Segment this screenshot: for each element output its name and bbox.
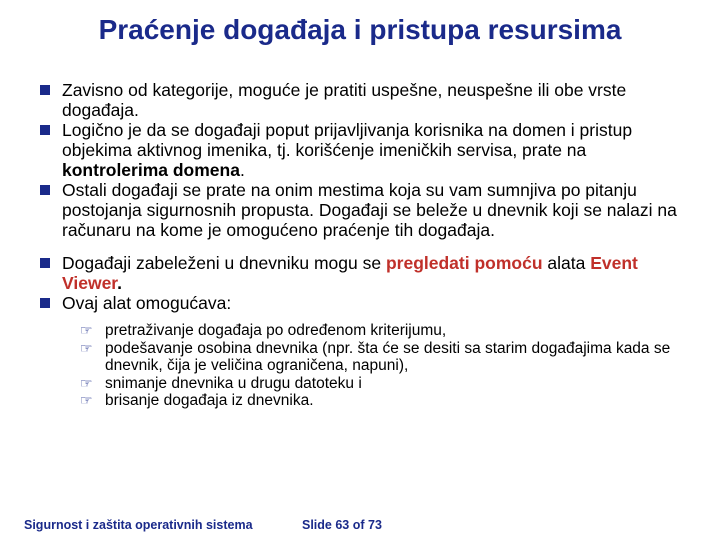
footer-course-title: Sigurnost i zaštita operativnih sistema [24, 518, 253, 532]
square-bullet-icon [40, 298, 50, 308]
sub-bullet-text: pretraživanje događaja po određenom kriterijumu, [105, 322, 447, 339]
bullet-text: Događaji zabeleženi u dnevniku mogu se [62, 253, 386, 273]
sub-bullet-item [80, 322, 680, 340]
bullet-item [40, 293, 680, 313]
sub-bullet-item [80, 392, 680, 410]
bullet-emphasis-text: Event Viewer [62, 253, 638, 293]
sub-bullet-list [40, 322, 680, 410]
sub-bullet-text: snimanje dnevnika u drugu datoteku i [105, 374, 362, 392]
pointing-hand-icon: ☞ [80, 374, 93, 391]
sub-bullet-text: podešavanje osobina dnevnika (npr. šta će se desiti sa starim događajima kada se dnevnik, čija je veličina ograničena, napuni), [105, 339, 671, 374]
bullet-text: . [239, 160, 245, 180]
bullet-bold-text: kontrolerima domena [62, 160, 240, 180]
bullet-list [40, 80, 680, 410]
bullet-text: Zavisno od kategorije, moguće je pratiti uspešne, neuspešne ili obe vrste događaja. [62, 80, 627, 120]
square-bullet-icon [40, 125, 50, 135]
bullet-text: Ostali događaji se prate na onim mestima koja su vam sumnjiva po pitanju postojanja sigurnosnih propusta. Događaji se beleže u dnevnik koji se nalazi na računaru na kome je omogućeno praćenje tih događaja. [62, 180, 677, 240]
bullet-text: Ovaj alat omogućava: [62, 293, 232, 313]
square-bullet-icon [40, 258, 50, 268]
pointing-hand-icon: ☞ [80, 339, 93, 356]
sub-bullet-item [80, 340, 680, 375]
pointing-hand-icon: ☞ [80, 322, 93, 338]
bullet-text: Logično je da se događaji poput prijavljivanja korisnika na domen i pristup objekima aktivnog imenika, tj. korišćenje imeničkih servisa, prate na [62, 120, 633, 160]
bullet-item [40, 180, 680, 240]
sub-bullet-item [80, 375, 680, 393]
footer-slide-number: Slide 63 of 73 [302, 518, 382, 532]
bullet-emphasis-text: pregledati pomoću [385, 253, 543, 273]
bullet-item [40, 80, 680, 120]
bullet-text: alata [542, 253, 591, 273]
bullet-text: . [117, 273, 123, 293]
pointing-hand-icon: ☞ [80, 392, 93, 408]
bullet-item [40, 120, 680, 180]
square-bullet-icon [40, 185, 50, 195]
slide-title: Praćenje događaja i pristupa resursima [98, 14, 622, 45]
square-bullet-icon [40, 85, 50, 95]
bullet-item [40, 253, 680, 293]
sub-bullet-text: brisanje događaja iz dnevnika. [105, 392, 314, 409]
